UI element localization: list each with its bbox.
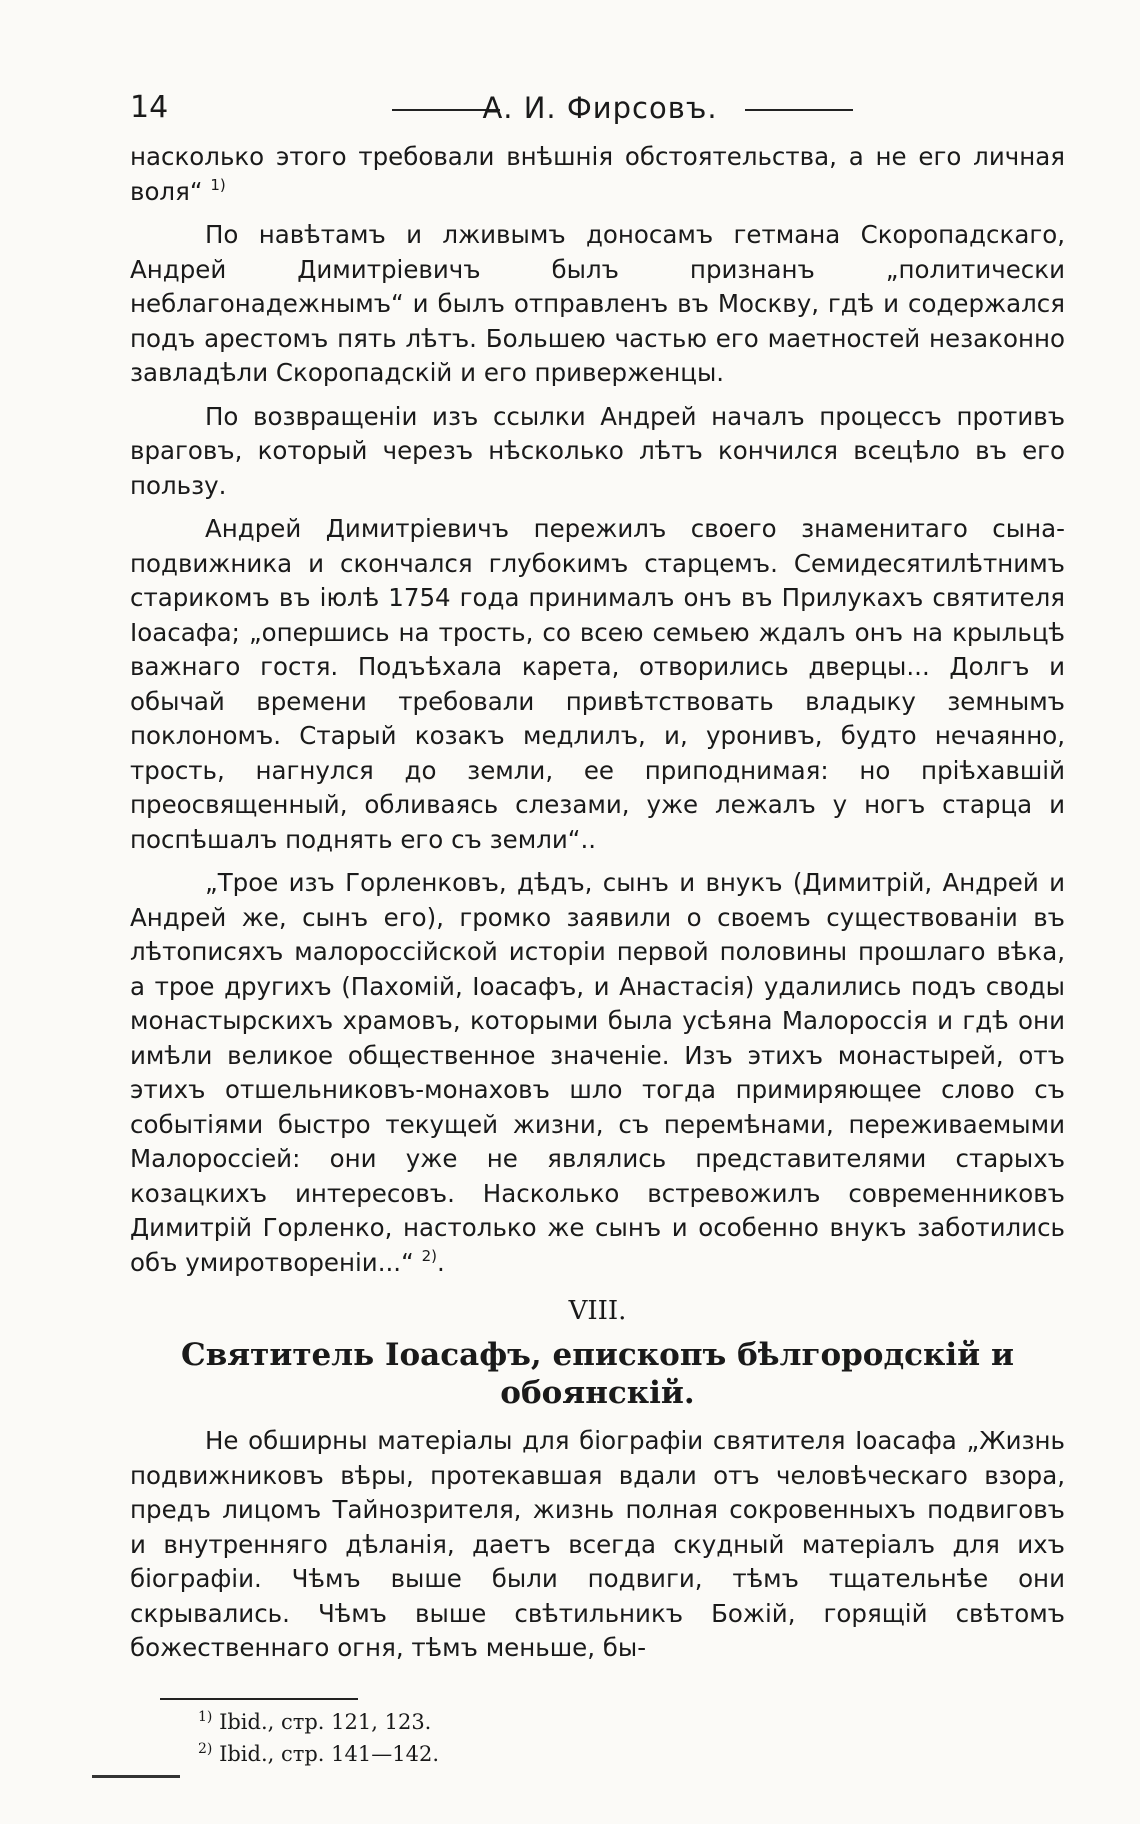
bottom-rule — [92, 1775, 180, 1778]
running-head-rule-right — [745, 109, 853, 111]
footnote-ref-2: 2) — [421, 1246, 437, 1265]
paragraph: По навѣтамъ и лживымъ доносамъ гетмана Скоропадскаго, Андрей Димитріевичъ былъ признанъ „политически неблагонадежнымъ“ и былъ отправленъ въ Москву, гдѣ и содержался подъ арестомъ пять лѣтъ. Большею частью его маетностей незаконно завладѣли Скоропадскій и его приверженцы. — [130, 220, 1065, 387]
footnote-ref-1: 1) — [210, 175, 226, 194]
footnote-divider — [160, 1698, 358, 1700]
footnote-2: $^{2)}$ Ibid., стр. 141—142. — [198, 1741, 439, 1766]
chapter-number: VIII. — [568, 1296, 627, 1326]
running-head-title: А. И. Фирсовъ. — [482, 91, 718, 125]
paragraph: Андрей Димитріевичъ пережилъ своего знаменитаго сына-подвижника и скончался глубокимъ старцемъ. Семидесятилѣтнимъ старикомъ въ іюлѣ 1754 года принималъ онъ въ Прилукахъ святителя Іоасафа; „опершись на трость, со всею семьею ждалъ онъ на крыльцѣ важнаго гостя. Подъѣхала карета, отворились дверцы... Долгъ и обычай времени требовали привѣтствовать владыку земнымъ поклономъ. Старый козакъ медлилъ, и, уронивъ, будто нечаянно, трость, нагнулся до земли, ее приподнимая: но пріѣхавшій преосвященный, обливаясь слезами, уже лежалъ у ногъ старца и поспѣшалъ поднять его съ земли“.. — [130, 514, 1065, 854]
page-number: 14 — [130, 90, 169, 125]
paragraph-continued: насколько этого требовали внѣшнія обстоятельства, а не его личная воля“ $^{1)}$ — [130, 142, 1065, 206]
running-head — [130, 88, 1070, 128]
footnotes — [198, 1706, 798, 1770]
paragraph: Не обширны матеріалы для біографіи святителя Іоасафа „Жизнь подвижниковъ вѣры, протекавшая вдали отъ человѣческаго взора, предъ лицомъ Тайнозрителя, жизнь полная сокровенныхъ подвиговъ и внутренняго дѣланія, даетъ всегда скудный матеріалъ для ихъ біографіи. Чѣмъ выше были подвиги, тѣмъ тщательнѣе они скрывались. Чѣмъ выше свѣтильникъ Божій, горящій свѣтомъ божественнаго огня, тѣмъ меньше, бы- — [130, 1426, 1065, 1662]
paragraph-quote: „Трое изъ Горленковъ, дѣдъ, сынъ и внукъ (Димитрій, Андрей и Андрей же, сынъ его), громко заявили о своемъ существованіи въ лѣтописяхъ малороссійской исторіи первой половины прошлаго вѣка, а трое другихъ (Пахомій, Іоасафъ, и Анастасія) удалились подъ своды монастырскихъ храмовъ, которыми была усѣяна Малороссія и гдѣ они имѣли великое общественное значеніе. Изъ этихъ монастырей, отъ этихъ отшельниковъ-монаховъ шло тогда примиряющее слово съ событіями быстро текущей жизни, съ перемѣнами, переживаемыми Малороссіей: они уже не являлись представителями старыхъ козацкихъ интересовъ. Насколько встревожилъ современниковъ Димитрій Горленко, настолько же сынъ и особенно внукъ заботились объ умиротвореніи...“ $^{2)}$. — [130, 868, 1065, 1277]
paragraph: По возвращеніи изъ ссылки Андрей началъ процессъ противъ враговъ, который черезъ нѣсколько лѣтъ кончился всецѣло въ его пользу. — [130, 401, 1065, 500]
footnote-1: $^{1)}$ Ibid., стр. 121, 123. — [198, 1709, 432, 1734]
body-text — [130, 140, 1065, 1666]
chapter-title: Святитель Іоасафъ, епископъ бѣлгородскій и обоянскій. — [181, 1337, 1014, 1411]
